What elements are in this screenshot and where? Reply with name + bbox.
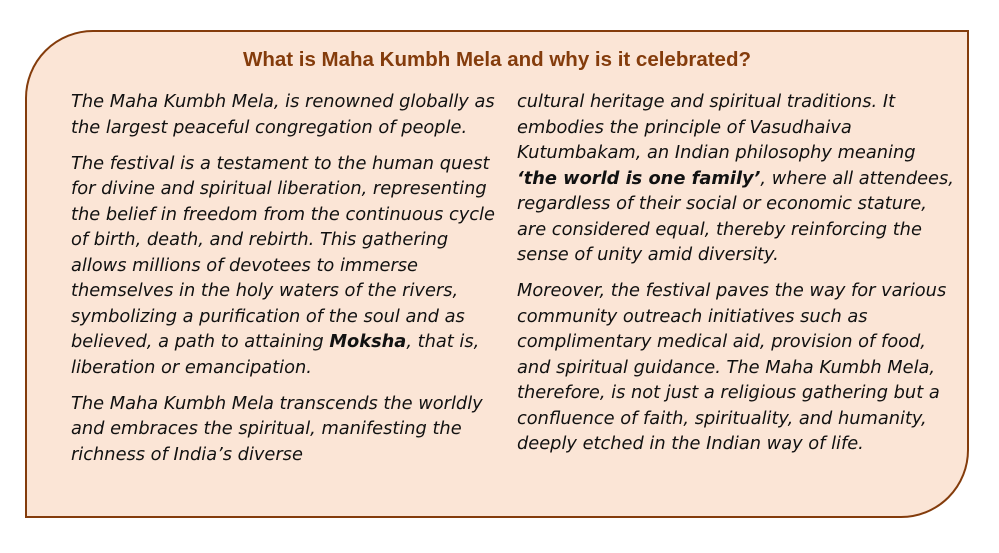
right-paragraph-1-tail: , where all attendees, regardless of their social or economic stature, are considered equal, thereby reinforcing the sense of unity amid diversity. [517,167,954,265]
right-paragraph-1-text: cultural heritage and spiritual traditions. It embodies the principle of Vasudhaiva Kutumbakam, an Indian philosophy meaning [517,91,916,163]
left-paragraph-2-text: The festival is a testament to the human quest for divine and spiritual liberation, representing the belief in freedom from the continuous cycle of birth, death, and rebirth. This gathering allows millions of devotees to immerse themselves in the holy waters of the rivers, symbolizing a purification of the soul and as believed, a path to attaining [71,152,495,352]
left-paragraph-1: The Maha Kumbh Mela, is renowned globally as the largest peaceful congregation of people. [71,91,495,138]
left-paragraph-3: The Maha Kumbh Mela transcends the worldly and embraces the spiritual, manifesting the richness of India’s diverse [71,392,483,465]
info-box [25,30,969,518]
right-paragraph-1 [517,89,957,268]
box-title: What is Maha Kumbh Mela and why is it celebrated? [242,48,752,71]
left-column [71,89,503,478]
right-paragraph-2: Moreover, the festival paves the way for various community outreach initiatives such as complimentary medical aid, provision of food, and spiritual guidance. The Maha Kumbh Mela, therefore, is not just a religious gathering but a confluence of faith, spirituality, and humanity, deeply etched in the Indian way of life. [517,280,947,454]
left-paragraph-2 [71,151,503,381]
moksha-term: Moksha [329,331,407,352]
left-paragraph-2-tail: , that is, liberation or emancipation. [71,331,480,378]
world-family-phrase: ‘the world is one family’ [517,167,761,189]
right-column [517,89,957,467]
